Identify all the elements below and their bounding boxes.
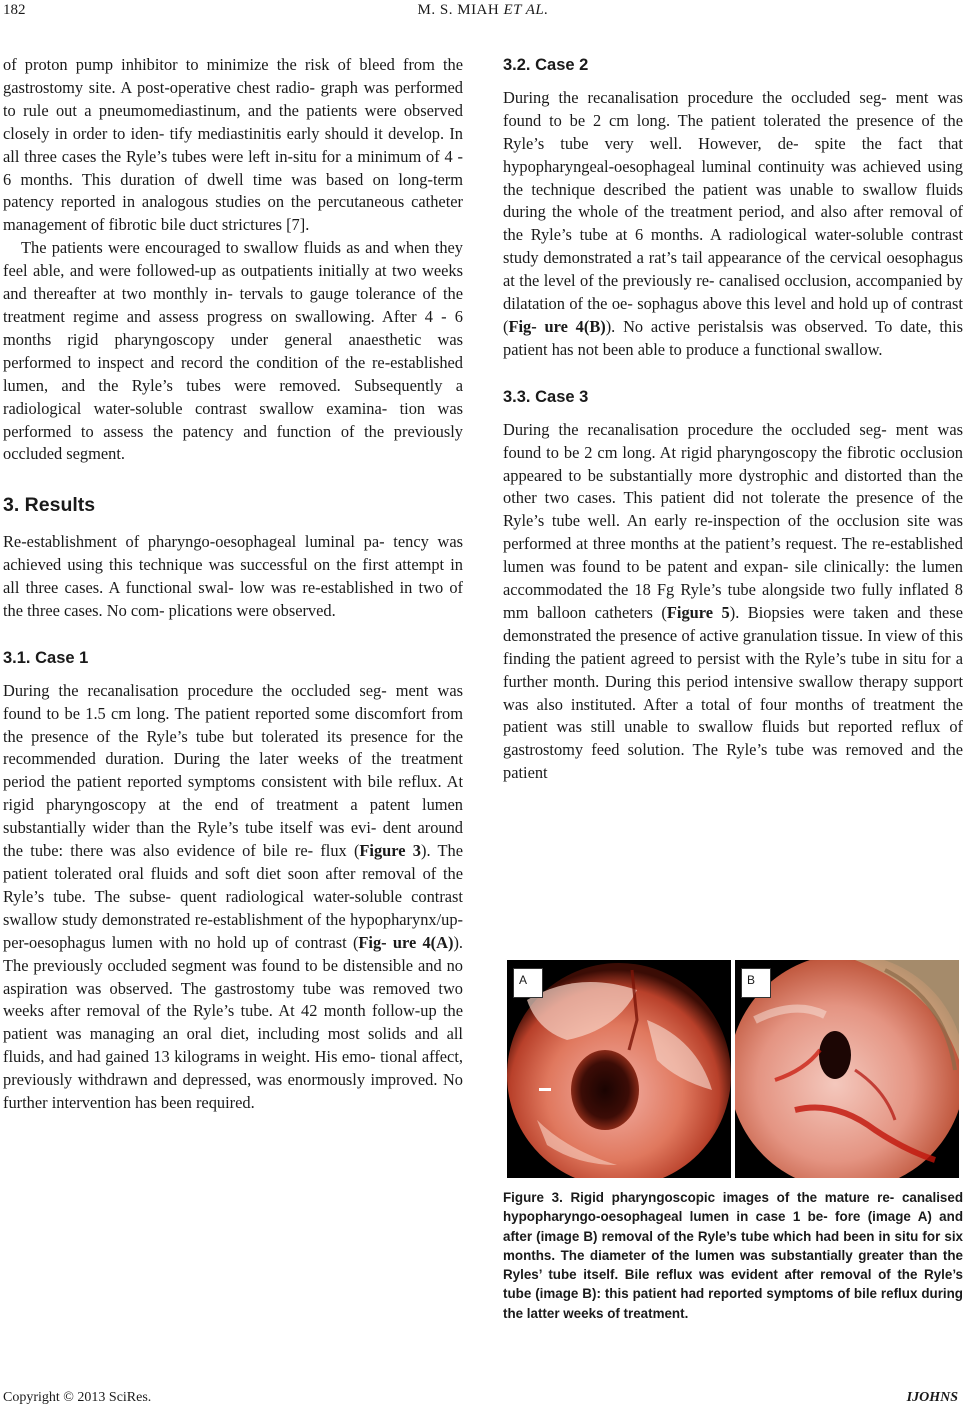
- case3-text-a: During the recanalisation procedure the occluded seg- ment was found to be 2 cm long. At rigid pharyngoscopy the fibrotic occlusion appeared to be substantially more dystrophic and distorted than the other two cases. This patient did not tolerate the presence of the Ryle’s tube well. An early re-inspection of the occlusion site was performed at three months at the patient’s request. The re-established lumen was found to be patent and expan- sile clinically: the lumen accommodated the 18 Fg Ryle’s tube alongside two fully inflated 8 mm balloon catheters (: [503, 419, 963, 622]
- figure-3: [507, 960, 959, 1178]
- case1-heading: 3.1. Case 1: [3, 648, 89, 667]
- paragraph-case3: [503, 419, 963, 786]
- copyright: Copyright © 2013 SciRes.: [3, 1390, 152, 1405]
- page-number: 182: [3, 2, 26, 18]
- case1-text-a: During the recanalisation procedure the occluded seg- ment was found to be 1.5 cm long. The patient reported some discomfort from the presence of the Ryle’s tube but tolerated its presence for the recommended duration. During the later weeks of the treatment period the patient reported symptoms consistent with bile reflux. At rigid pharyngoscopy at the end of treatment a patent lumen substantially wider than the Ryle’s tube itself was evi- dent around the tube: there was also evidence of bile re- flux (: [3, 680, 463, 861]
- figure-image-a: [507, 960, 731, 1178]
- figure3-reference[interactable]: Figure 3: [359, 841, 421, 861]
- paragraph-methods-end: of proton pump inhibitor to minimize the risk of bleed from the gastrostomy site. A post-operative chest radio- graph was performed to rule out a pneumomediastinum, and the patients were observed closely in order to iden- tify mediastinitis early should it develop. In all three cases the Ryle’s tubes were left in-situ for a minimum of 4 - 6 months. This duration of dwell time was based on long-term patency reported in analogous studies on the percutaneous catheter management of fibrotic bile duct strictures [7].: [3, 55, 463, 235]
- case2-text-a: During the recanalisation procedure the occluded seg- ment was found to be 2 cm long. The patient tolerated the presence of the Ryle’s tube very well. However, de- spite the fact that hypopharyngeal-oesophageal luminal continuity was achieved using the technique described the patient was unable to swallow fluids during the whole of the treatment period, and also after removal of the Ryle’s tube at 6 months. A radiological water-soluble contrast study demonstrated a rat’s tail appearance of the cervical oesophagus at the level of the previously re- canalised occlusion, accompanied by dilatation of the oe- sophagus above this level and hold up of contrast (: [503, 87, 963, 336]
- running-head-etal: ET AL.: [503, 2, 549, 18]
- running-head-authors: M. S. MIAH: [417, 2, 500, 18]
- paragraph-followup: The patients were encouraged to swallow fluids as and when they feel able, and were followed-up as outpatients initially at two weeks and thereafter at two monthly in- tervals to gauge tolerance of the treatment regime and assess progress on swallowing. After 4 - 6 months rigid pharyngoscopy under general anaesthetic was performed to inspect and record the condition of the re-established lumen, and the Ryle’s tubes were removed. Subsequently a radiological water-soluble contrast swallow examina- tion was performed to assess the patency and function of the previously occluded segment.: [3, 238, 463, 464]
- case3-text-b: ). Biopsies were taken and these demonstrated the presence of active granulation tissue. In view of this finding the patient agreed to persist with the Ryle’s tube in situ for a further month. During this period intensive swallow therapy support was also instituted. After a total of four months of treatment the patient was still unable to swallow fluids but reported reflux of gastrostomy feed solution. The Ryle’s tube was removed and the patient: [503, 602, 963, 783]
- figure4a-reference[interactable]: Fig- ure 4(A): [358, 932, 454, 952]
- figure-caption: Figure 3. Rigid pharyngoscopic images of the mature re- canalised hypopharyngo-oesophageal lumen in case 1 be- fore (image A) and after (image B) removal of the Ryle’s tube which had been in situ for six months. The diameter of the lumen was substantially greater than the Ryles’ tube itself. Bile reflux was evident after removal of the Ryle’s tube (image B): this patient had reported symptoms of bile reflux during the latter weeks of treatment.: [503, 1190, 963, 1321]
- results-heading: 3. Results: [3, 494, 96, 517]
- case1-text-c: ). The previously occluded segment was found to be distensible and no aspiration was observed. The gastrostomy tube was removed two weeks after removal of the Ryle’s tube. At 42 month follow-up the patient was managing an oral diet, including most solids and all fluids, and had gained 13 kilograms in weight. His emo- tional affect, previously withdrawn and depressed, was enormously improved. No further intervention has been required.: [3, 932, 463, 1113]
- case2-text-b: ). No active peristalsis was observed. To date, this patient has not been able to produce a functional swallow.: [503, 316, 963, 359]
- figure-label-a: A: [513, 968, 543, 998]
- figure-label-b: B: [741, 968, 771, 998]
- paragraph-case1: [3, 680, 463, 1115]
- case1-text-b: ). The patient tolerated oral fluids and soft diet soon after removal of the Ryle’s tube. The subse- quent radiological water-soluble contrast swallow study demonstrated re-establishment of the hypopharynx/up- per-oesophagus lumen with no hold up of contrast (: [3, 841, 463, 952]
- paragraph-case2: [503, 87, 963, 362]
- case3-heading: 3.3. Case 3: [503, 387, 589, 406]
- journal-name: IJOHNS: [906, 1390, 958, 1405]
- figure-image-b: [735, 960, 959, 1178]
- running-head: [0, 2, 966, 19]
- figure4b-reference[interactable]: Fig- ure 4(B): [508, 316, 606, 336]
- paragraph-results: Re-establishment of pharyngo-oesophageal luminal pa- tency was achieved using this technique was successful on the first attempt in all three cases. A functional swal- low was re-established in two of the three cases. No com- plications were observed.: [3, 532, 463, 620]
- figure5-reference[interactable]: Figure 5: [666, 602, 730, 622]
- left-column: [3, 54, 463, 1115]
- right-column: [503, 54, 963, 785]
- case2-heading: 3.2. Case 2: [503, 56, 589, 74]
